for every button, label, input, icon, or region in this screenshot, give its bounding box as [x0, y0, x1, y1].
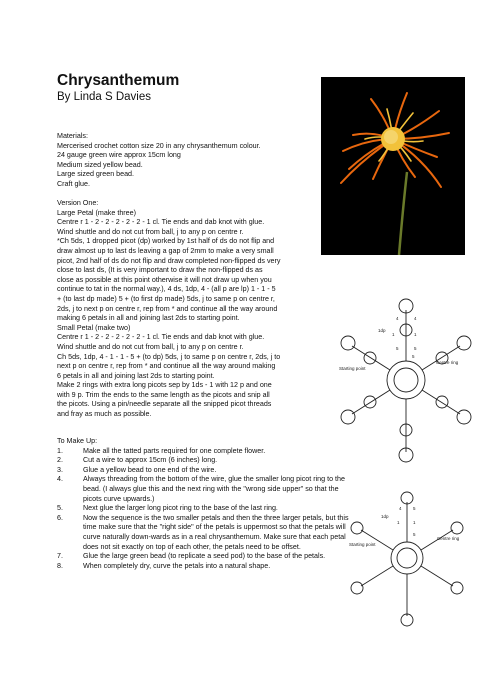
small-petal-line: next p on centre r, rep from * and continue all the way around making	[57, 362, 276, 371]
version-one-section	[57, 199, 349, 420]
count-label: 4	[414, 316, 417, 321]
step-text: When completely dry, curve the petals into a natural shape.	[83, 561, 271, 570]
starting-point-label: Starting point	[339, 366, 366, 371]
large-petal-line: close as possible at this point otherwise it will not draw up when you	[57, 275, 272, 284]
centre-ring-label: Centre ring	[437, 536, 460, 541]
large-petal-line: Wind shuttle and do not cut from ball, j to any p on centre r.	[57, 227, 244, 236]
count-label: 5	[396, 346, 399, 351]
page-title: Chrysanthemum	[57, 72, 180, 89]
make-up-heading: To Make Up:	[57, 437, 98, 445]
author-byline: By Linda S Davies	[57, 91, 151, 103]
list-item	[57, 552, 349, 562]
large-petal-line: draw almost up to last ds leaving a gap of 2mm to make a very small	[57, 246, 274, 255]
small-petal-line: 6 petals in all and joining last 2ds to starting point.	[57, 371, 215, 380]
large-petal-diagram	[334, 292, 479, 467]
make-up-steps	[57, 447, 349, 572]
materials-item: Mercerised crochet cotton size 20 in any chrysanthemum colour.	[57, 141, 261, 150]
chrysanthemum-photo	[321, 77, 465, 255]
list-item	[57, 504, 349, 514]
large-petal-line: 2ds, j to next p on centre r, rep from * and continue all the way around	[57, 304, 278, 313]
list-item	[57, 466, 349, 476]
materials-section	[57, 132, 327, 190]
small-petal-line: Wind shuttle and do not cut from ball, j to any p on centre r.	[57, 342, 244, 351]
large-petal-line: + (to last dp made) 5 + (to first dp made) 5ds, j to same p on centre r,	[57, 294, 275, 303]
step-number: 5.	[57, 504, 63, 513]
count-label: 4	[399, 506, 402, 511]
step-number: 6.	[57, 513, 63, 522]
flower-illustration	[321, 77, 465, 255]
large-petal-line: *Ch 5ds, 1 dropped picot (dp) worked by 1st half of ds do not flip and	[57, 237, 275, 246]
list-item	[57, 447, 349, 457]
count-label: 5	[412, 354, 415, 359]
step-text: Next glue the larger long picot ring to the base of the last ring.	[83, 504, 278, 513]
count-label: 1	[397, 520, 400, 525]
large-petal-line: picot, 2nd half of ds do not flip and draw completed non-flipped ds very	[57, 256, 281, 265]
materials-item: 24 gauge green wire approx 15cm long	[57, 151, 181, 160]
step-text: Now the sequence is the two smaller petals and then the three larger petals, but this time make sure that the "right side" of the petals is uppermost so that the petals will curve naturally down-wards as in a real chrysanthemum. Make sure that each petal does not sit exactly on top of each other, the petals need to be offset.	[83, 513, 349, 551]
count-label: 5	[413, 506, 416, 511]
large-petal-line: Centre r 1 - 2 - 2 - 2 - 2 - 2 - 1 cl. Tie ends and dab knot with glue.	[57, 218, 265, 227]
step-number: 4.	[57, 475, 63, 484]
large-petal-line: making 6 petals in all and joining last 2ds to starting point.	[57, 314, 240, 323]
make-up-section	[57, 437, 349, 571]
step-number: 7.	[57, 552, 63, 561]
step-text: Glue the large green bead (to replicate a seed pod) to the base of the petals.	[83, 552, 326, 561]
count-label: 1	[413, 520, 416, 525]
dp-label: 1dp	[378, 328, 386, 333]
large-petal-line: close to last ds, (It is very important to draw the non-flipped ds as	[57, 266, 263, 275]
count-label: 4	[396, 316, 399, 321]
list-item	[57, 475, 349, 504]
small-petal-line: and fray as much as possible.	[57, 410, 152, 419]
large-petal-heading: Large Petal (make three)	[57, 208, 136, 217]
centre-ring-label: Centre ring	[436, 360, 459, 365]
step-text: Cut a wire to approx 15cm (6 inches) long.	[83, 456, 218, 465]
step-text: Make all the tatted parts required for one complete flower.	[83, 446, 266, 455]
list-item	[57, 562, 349, 572]
small-petal-line: the picots. Using a pin/needle separate all the snipped picot threads	[57, 400, 272, 409]
step-number: 8.	[57, 561, 63, 570]
small-petal-line: Centre r 1 - 2 - 2 - 2 - 2 - 2 - 1 cl. Tie ends and dab knot with glue.	[57, 333, 265, 342]
count-label: 5	[414, 346, 417, 351]
small-petal-line: Ch 5ds, 1dp, 4 - 1 - 1 - 5 + (to dp) 5ds, j to same p on centre r, 2ds, j to	[57, 352, 281, 361]
count-label: 1	[392, 332, 395, 337]
large-petal-line: continue to tat in the normal way.), 4 ds, 1dp, 4 - (all p are lp) 1 - 1 - 5	[57, 285, 276, 294]
small-petal-heading: Small Petal (make two)	[57, 323, 131, 332]
small-petal-line: with 9 p. Trim the ends to the same length as the picots and snip all	[57, 390, 270, 399]
small-petal-line: Make 2 rings with extra long picots sep by 1ds - 1 with 12 p and one	[57, 381, 272, 390]
step-number: 1.	[57, 446, 63, 455]
step-number: 3.	[57, 465, 63, 474]
materials-item: Craft glue.	[57, 179, 90, 188]
materials-item: Medium sized yellow bead.	[57, 160, 143, 169]
list-item	[57, 456, 349, 466]
materials-item: Large sized green bead.	[57, 170, 135, 179]
step-text: Always threading from the bottom of the wire, glue the smaller long picot ring to the bead. (I always glue this and the next ring with the "wrong side upper" so that the picots curve upwards.)	[83, 475, 345, 503]
materials-heading: Materials:	[57, 132, 88, 140]
count-label: 1	[414, 332, 417, 337]
starting-point-label: Starting point	[349, 542, 376, 547]
dp-label: 1dp	[381, 514, 389, 519]
step-text: Glue a yellow bead to one end of the wire.	[83, 465, 217, 474]
list-item	[57, 514, 349, 552]
step-number: 2.	[57, 456, 63, 465]
count-label: 5	[413, 532, 416, 537]
version-heading: Version One:	[57, 199, 99, 207]
small-petal-diagram	[345, 488, 470, 636]
